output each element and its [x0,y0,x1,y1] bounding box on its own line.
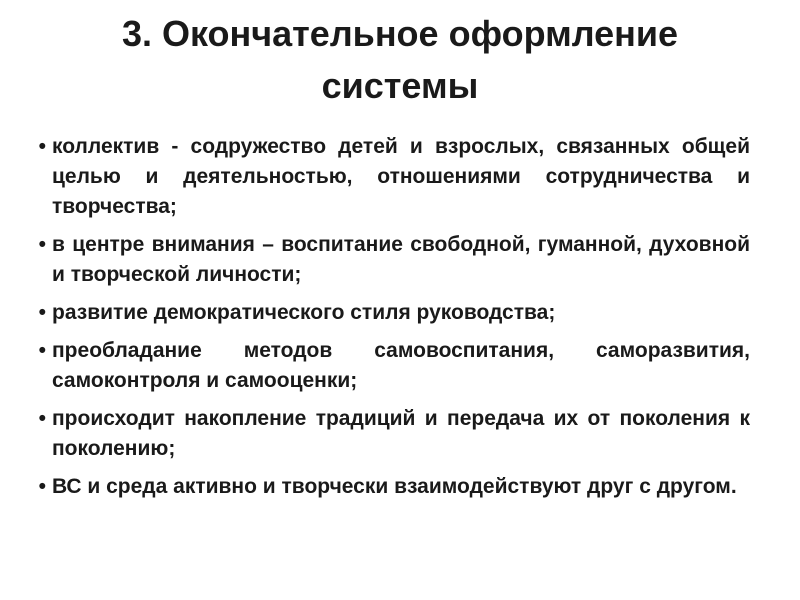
bullet-marker: • [38,475,46,498]
bullet-marker: • [38,339,46,362]
bullet-text: ВС и среда активно и творчески взаимодействуют друг с другом. [52,475,737,498]
bullet-marker: • [38,233,46,256]
slide-title: 3. Окончательное оформление системы [121,13,679,106]
bullet-item-4 [28,336,750,396]
bullet-item-5 [28,404,750,464]
bullet-text: происходит накопление традиций и передача их от поколения к поколению; [52,407,750,460]
bullet-marker: • [38,301,46,324]
bullet-item-2 [28,230,750,290]
bullet-item-3 [28,298,750,328]
bullet-item-1 [28,132,750,222]
bullet-text: коллектив - содружество детей и взрослых, связанных общей целью и деятельностью, отношениями сотрудничества и творчества; [52,135,750,218]
bullet-text: преобладание методов самовоспитания, саморазвития, самоконтроля и самооценки; [52,339,750,392]
bullet-marker: • [38,407,46,430]
bullet-text: развитие демократического стиля руководства; [52,301,556,324]
bullet-list [28,132,750,510]
bullet-item-6 [28,472,750,502]
bullet-text: в центре внимания – воспитание свободной, гуманной, духовной и творческой личности; [52,233,750,286]
bullet-marker: • [38,135,46,158]
